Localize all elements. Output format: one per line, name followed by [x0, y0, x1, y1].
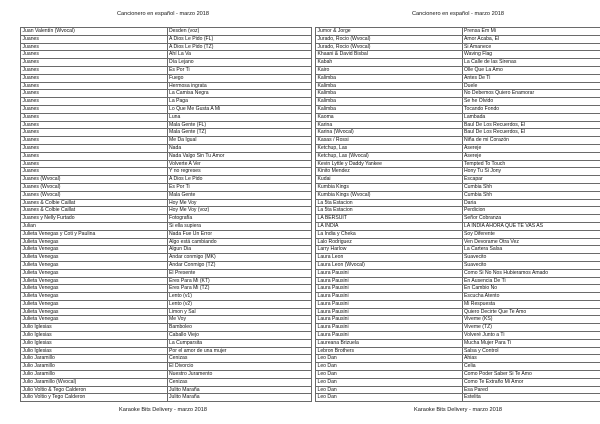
song-row: [21, 332, 312, 340]
song-row: [316, 129, 600, 137]
song-title-cell: Perdicion: [462, 207, 600, 215]
artist-cell: Jurado, Rocio (Wvocal): [316, 43, 463, 51]
song-row: [21, 51, 312, 59]
song-title-cell: Quiero Decirte Que Te Amo: [462, 308, 600, 316]
song-row: [316, 254, 600, 262]
song-title-cell: Baul De Los Recuerdos, El: [462, 121, 600, 129]
song-title-cell: A Dios Le Pido: [167, 176, 312, 184]
artist-cell: Julieta Venegas: [21, 238, 168, 246]
song-row: [21, 191, 312, 199]
song-title-cell: Andar conmigo (MK): [167, 254, 312, 262]
song-title-cell: Asereje: [462, 144, 600, 152]
song-title-cell: Mucha Mujer Para Ti: [462, 339, 600, 347]
song-row: [316, 347, 600, 355]
song-row: [21, 129, 312, 137]
song-row: [316, 191, 600, 199]
song-title-cell: Limon y Sal: [167, 308, 312, 316]
song-row: [316, 28, 600, 36]
song-row: [21, 222, 312, 230]
song-title-cell: Hermosa ingrata: [167, 82, 312, 90]
artist-cell: Laura Pausini: [316, 308, 463, 316]
song-row: [316, 277, 600, 285]
artist-cell: Julio Iglesias: [21, 324, 168, 332]
song-row: [316, 363, 600, 371]
song-title-cell: Mala Gente: [167, 191, 312, 199]
right-page: [315, 0, 600, 424]
song-title-cell: Escapar: [462, 176, 600, 184]
artist-cell: Julio Iglesias: [21, 347, 168, 355]
song-title-cell: Estelita: [462, 394, 600, 402]
artist-cell: Juanes: [21, 51, 168, 59]
song-title-cell: Lo Que Me Gusta A Mi: [167, 105, 312, 113]
song-title-cell: Niña de mi Corazón: [462, 137, 600, 145]
song-row: [21, 371, 312, 379]
artist-cell: Ketchup, Las: [316, 144, 463, 152]
song-title-cell: Olle Que La Amo: [462, 66, 600, 74]
song-title-cell: Suavecito: [462, 261, 600, 269]
song-title-cell: Antes De Ti: [462, 74, 600, 82]
artist-cell: Laura Pausini: [316, 332, 463, 340]
song-title-cell: Es Por Ti: [167, 183, 312, 191]
song-title-cell: Julito Maraña: [167, 386, 312, 394]
song-row: [21, 43, 312, 51]
song-row: [316, 207, 600, 215]
song-title-cell: Cumbia Shh: [462, 191, 600, 199]
song-title-cell: Si ella supiera: [167, 222, 312, 230]
artist-cell: Laura Leon: [316, 254, 463, 262]
song-row: [316, 293, 600, 301]
artist-cell: Kumbia Kings: [316, 183, 463, 191]
artist-cell: Lalo Rodriguez: [316, 238, 463, 246]
song-title-cell: Y no regreses: [167, 168, 312, 176]
song-row: [316, 152, 600, 160]
song-title-cell: La Calle de las Sirenas: [462, 59, 600, 67]
song-row: [21, 324, 312, 332]
song-row: [21, 285, 312, 293]
song-row: [316, 105, 600, 113]
song-row: [316, 308, 600, 316]
song-title-cell: El Divorcio: [167, 363, 312, 371]
artist-cell: Juanes: [21, 59, 168, 67]
artist-cell: Julio Iglesias: [21, 332, 168, 340]
song-row: [21, 300, 312, 308]
song-row: [316, 90, 600, 98]
song-title-cell: En Cambio No: [462, 285, 600, 293]
song-row: [316, 324, 600, 332]
artist-cell: Laura Leon (Wvocal): [316, 261, 463, 269]
song-title-cell: Andar Conmigo (TZ): [167, 261, 312, 269]
artist-cell: Jumor & Jorge: [316, 28, 463, 36]
song-title-cell: Fotografía: [167, 215, 312, 223]
song-row: [21, 215, 312, 223]
song-row: [316, 43, 600, 51]
song-row: [21, 238, 312, 246]
song-title-cell: La Cartera Salsa: [462, 246, 600, 254]
artist-cell: Juanes: [21, 35, 168, 43]
artist-cell: Kudai: [316, 176, 463, 184]
artist-cell: Juanes: [21, 168, 168, 176]
song-title-cell: Nada Valgo Sin Tu Amor: [167, 152, 312, 160]
artist-cell: La India y Cheka: [316, 230, 463, 238]
song-title-cell: La Paga: [167, 98, 312, 106]
song-row: [21, 160, 312, 168]
artist-cell: Juanes: [21, 160, 168, 168]
song-row: [316, 238, 600, 246]
song-title-cell: La Cumparsita: [167, 339, 312, 347]
artist-cell: Laura Pausini: [316, 293, 463, 301]
song-title-cell: Escucha Atento: [462, 293, 600, 301]
song-row: [316, 51, 600, 59]
song-row: [21, 246, 312, 254]
song-row: [21, 293, 312, 301]
song-title-cell: Por el amor de una mujer: [167, 347, 312, 355]
song-title-cell: Salsa y Control: [462, 347, 600, 355]
artist-cell: Ketchup, Las (Wvocal): [316, 152, 463, 160]
song-row: [21, 121, 312, 129]
song-row: [21, 207, 312, 215]
artist-cell: La 5ta Estacion: [316, 207, 463, 215]
artist-cell: Laura Pausini: [316, 316, 463, 324]
song-title-cell: Waving Flag: [462, 51, 600, 59]
song-row: [316, 261, 600, 269]
artist-cell: Kabah: [316, 59, 463, 67]
song-row: [21, 152, 312, 160]
artist-cell: Julieta Venegas: [21, 293, 168, 301]
artist-cell: Juanes y Nelly Furtado: [21, 215, 168, 223]
artist-cell: Laura Pausini: [316, 285, 463, 293]
song-row: [21, 168, 312, 176]
artist-cell: Julio Jaramillo: [21, 363, 168, 371]
artist-cell: Julian: [21, 222, 168, 230]
song-row: [21, 386, 312, 394]
song-row: [21, 230, 312, 238]
song-row: [316, 121, 600, 129]
song-row: [316, 35, 600, 43]
song-title-cell: Lento (v2): [167, 300, 312, 308]
song-title-cell: Daria: [462, 199, 600, 207]
artist-cell: Juanes: [21, 152, 168, 160]
artist-cell: Julieta Venegas: [21, 261, 168, 269]
artist-cell: Jurado, Rocio (Wvocal): [316, 35, 463, 43]
song-title-cell: Cumbia Shh: [462, 183, 600, 191]
song-title-cell: Nada: [167, 144, 312, 152]
song-title-cell: Como Poder Saber Si Te Amo: [462, 371, 600, 379]
song-title-cell: Día Lejano: [167, 59, 312, 67]
artist-cell: Leo Dan: [316, 394, 463, 402]
artist-cell: Leo Dan: [316, 371, 463, 379]
artist-cell: Julieta Venegas: [21, 254, 168, 262]
song-row: [316, 246, 600, 254]
artist-cell: Kinito Mendez: [316, 168, 463, 176]
song-row: [21, 363, 312, 371]
artist-cell: Juan Valentín (Wvocal): [21, 28, 168, 36]
song-title-cell: Soy Diferente: [462, 230, 600, 238]
song-title-cell: El Presente: [167, 269, 312, 277]
song-title-cell: En Ausencia De Ti: [462, 277, 600, 285]
song-row: [316, 269, 600, 277]
song-row: [21, 347, 312, 355]
artist-cell: Julieta Venegas: [21, 308, 168, 316]
song-title-cell: Tocando Fondo: [462, 105, 600, 113]
song-title-cell: Hoy Me Voy: [167, 199, 312, 207]
song-title-cell: Algo está cambiando: [167, 238, 312, 246]
artist-cell: Leo Dan: [316, 355, 463, 363]
song-title-cell: Hoy Me Voy (voz): [167, 207, 312, 215]
artist-cell: Karina (Wvocal): [316, 129, 463, 137]
song-title-cell: Volveré Junto a Ti: [462, 332, 600, 340]
artist-cell: Kalimba: [316, 98, 463, 106]
song-row: [21, 66, 312, 74]
song-row: [21, 261, 312, 269]
song-title-cell: Nuestro Juramento: [167, 371, 312, 379]
song-row: [316, 332, 600, 340]
song-row: [316, 222, 600, 230]
artist-cell: Kasas / Rossi: [316, 137, 463, 145]
song-title-cell: Viveme (KS): [462, 316, 600, 324]
song-title-cell: Mala Gente (TZ): [167, 129, 312, 137]
song-title-cell: Algun Dia: [167, 246, 312, 254]
artist-cell: Laura Pausini: [316, 277, 463, 285]
song-title-cell: Lambada: [462, 113, 600, 121]
song-title-cell: Luna: [167, 113, 312, 121]
artist-cell: Juanes: [21, 129, 168, 137]
song-title-cell: Como Te Extraño Mi Amor: [462, 378, 600, 386]
song-title-cell: Si Amanece: [462, 43, 600, 51]
song-title-cell: Me Voy: [167, 316, 312, 324]
artist-cell: Juanes: [21, 121, 168, 129]
song-title-cell: Suavecito: [462, 254, 600, 262]
song-row: [21, 137, 312, 145]
song-row: [316, 371, 600, 379]
artist-cell: Juanes: [21, 98, 168, 106]
artist-cell: Juanes: [21, 82, 168, 90]
song-table: [20, 27, 312, 402]
artist-cell: Laura Pausini: [316, 324, 463, 332]
song-row: [21, 28, 312, 36]
song-title-cell: Esa Pared: [462, 386, 600, 394]
song-row: [21, 105, 312, 113]
song-title-cell: Ahí La Va: [167, 51, 312, 59]
artist-cell: Juanes: [21, 43, 168, 51]
song-row: [316, 355, 600, 363]
artist-cell: Julio Iglesias: [21, 339, 168, 347]
song-row: [21, 308, 312, 316]
page-header: Cancionero en español - marzo 2018: [411, 11, 505, 17]
song-title-cell: Asereje: [462, 152, 600, 160]
song-title-cell: Bamboleo: [167, 324, 312, 332]
song-title-cell: Desden (voz): [167, 28, 312, 36]
song-row: [316, 300, 600, 308]
artist-cell: Leo Dan: [316, 378, 463, 386]
song-row: [316, 66, 600, 74]
artist-cell: Kumbia Kings (Wvocal): [316, 191, 463, 199]
song-row: [21, 59, 312, 67]
song-row: [316, 394, 600, 402]
artist-cell: Larry Harlow: [316, 246, 463, 254]
song-title-cell: Viveme (TZ): [462, 324, 600, 332]
artist-cell: Juanes: [21, 66, 168, 74]
song-row: [316, 199, 600, 207]
artist-cell: Juanes: [21, 105, 168, 113]
song-row: [316, 113, 600, 121]
artist-cell: Laureana Brizuela: [316, 339, 463, 347]
artist-cell: Juanes & Colbie Caillat: [21, 207, 168, 215]
song-row: [21, 269, 312, 277]
song-title-cell: Es Por Ti: [167, 66, 312, 74]
song-title-cell: Eres Para Mi (TZ): [167, 285, 312, 293]
song-title-cell: Duele: [462, 82, 600, 90]
page-header: Cancionero en español - marzo 2018: [116, 11, 210, 17]
song-row: [316, 168, 600, 176]
artist-cell: Juanes: [21, 90, 168, 98]
artist-cell: Julieta Venegas: [21, 316, 168, 324]
song-title-cell: Eres Para Mi (KT): [167, 277, 312, 285]
artist-cell: Julieta Venegas: [21, 246, 168, 254]
song-row: [21, 339, 312, 347]
song-title-cell: Caballo Viejo: [167, 332, 312, 340]
artist-cell: Julieta Venegas: [21, 285, 168, 293]
song-title-cell: Celia: [462, 363, 600, 371]
artist-cell: Julieta Venegas: [21, 277, 168, 285]
song-title-cell: Fuego: [167, 74, 312, 82]
song-row: [21, 98, 312, 106]
song-row: [316, 285, 600, 293]
artist-cell: Juanes: [21, 113, 168, 121]
artist-cell: Juanes (Wvocal): [21, 191, 168, 199]
artist-cell: Laura Pausini: [316, 300, 463, 308]
artist-cell: Julio Voltio y Tego Calderon: [21, 394, 168, 402]
song-title-cell: No Debemos Quiero Enamorar: [462, 90, 600, 98]
song-row: [316, 386, 600, 394]
song-row: [316, 183, 600, 191]
song-title-cell: Julito Maraña: [167, 394, 312, 402]
artist-cell: Julieta Venegas y Coti y Paulina: [21, 230, 168, 238]
artist-cell: Juanes: [21, 137, 168, 145]
artist-cell: Julio Jaramillo (Wvocal): [21, 378, 168, 386]
artist-cell: Leo Dan: [316, 363, 463, 371]
artist-cell: Julio Jaramillo: [21, 355, 168, 363]
artist-cell: Leo Dan: [316, 386, 463, 394]
artist-cell: Juanes (Wvocal): [21, 176, 168, 184]
artist-cell: Kaoma: [316, 113, 463, 121]
left-page: [20, 0, 306, 424]
artist-cell: Juanes & Colbie Caillat: [21, 199, 168, 207]
song-row: [21, 316, 312, 324]
artist-cell: Karina: [316, 121, 463, 129]
song-title-cell: A Dios Le Pido (TZ): [167, 43, 312, 51]
song-title-cell: LA INDIA AHORA QUE TE VAS AS: [462, 222, 600, 230]
song-title-cell: Como Si No Nos Hubieramos Amado: [462, 269, 600, 277]
song-title-cell: A Dios Le Pido (FL): [167, 35, 312, 43]
song-row: [316, 59, 600, 67]
song-row: [316, 176, 600, 184]
song-row: [21, 35, 312, 43]
song-row: [21, 113, 312, 121]
song-title-cell: Ahias: [462, 355, 600, 363]
song-row: [21, 176, 312, 184]
song-title-cell: Cenizas: [167, 355, 312, 363]
song-title-cell: Mala Gente (FL): [167, 121, 312, 129]
artist-cell: LA BERSUIT: [316, 215, 463, 223]
song-row: [316, 74, 600, 82]
artist-cell: Kevin Lyttle y Daddy Yankee: [316, 160, 463, 168]
artist-cell: La 5ta Estacion: [316, 199, 463, 207]
artist-cell: Kairo: [316, 66, 463, 74]
song-title-cell: Mi Respuesta: [462, 300, 600, 308]
song-title-cell: Hony Tu Si Jony: [462, 168, 600, 176]
artist-cell: Julieta Venegas: [21, 300, 168, 308]
artist-cell: Julieta Venegas: [21, 269, 168, 277]
artist-cell: Kalimba: [316, 74, 463, 82]
song-table: [315, 27, 600, 402]
artist-cell: Juanes: [21, 144, 168, 152]
artist-cell: Juanes: [21, 74, 168, 82]
song-row: [316, 137, 600, 145]
artist-cell: LA INDIA: [316, 222, 463, 230]
song-title-cell: Prensa Em Mi: [462, 28, 600, 36]
artist-cell: Lebron Brothers: [316, 347, 463, 355]
song-title-cell: Tempted To Touch: [462, 160, 600, 168]
song-title-cell: Señor Cobranza: [462, 215, 600, 223]
song-row: [316, 378, 600, 386]
artist-cell: Khaani & David Bisbal: [316, 51, 463, 59]
song-title-cell: Volverte A Ver: [167, 160, 312, 168]
artist-cell: Kalimba: [316, 105, 463, 113]
song-row: [21, 82, 312, 90]
song-title-cell: Cenizas: [167, 378, 312, 386]
song-title-cell: Baul De Los Recuerdos, El: [462, 129, 600, 137]
song-row: [316, 160, 600, 168]
song-row: [21, 199, 312, 207]
page-footer: Karaoke Bits Delivery - marzo 2018: [119, 407, 207, 413]
song-title-cell: Nada Fue Un Error: [167, 230, 312, 238]
song-row: [316, 144, 600, 152]
song-title-cell: Amor Acaba, El: [462, 35, 600, 43]
song-row: [21, 183, 312, 191]
song-title-cell: Ven Devorame Otra Vez: [462, 238, 600, 246]
song-row: [21, 144, 312, 152]
song-row: [316, 339, 600, 347]
song-row: [21, 90, 312, 98]
song-row: [316, 215, 600, 223]
song-row: [316, 230, 600, 238]
song-row: [21, 277, 312, 285]
song-title-cell: Lento (v1): [167, 293, 312, 301]
song-row: [316, 82, 600, 90]
artist-cell: Laura Pausini: [316, 269, 463, 277]
song-row: [21, 74, 312, 82]
song-row: [21, 378, 312, 386]
artist-cell: Juanes (Wvocal): [21, 183, 168, 191]
song-title-cell: Me Da Igual: [167, 137, 312, 145]
song-row: [21, 254, 312, 262]
artist-cell: Kalimba: [316, 90, 463, 98]
song-row: [316, 316, 600, 324]
artist-cell: Julio Jaramillo: [21, 371, 168, 379]
song-row: [21, 394, 312, 402]
song-title-cell: La Camisa Negra: [167, 90, 312, 98]
song-row: [316, 98, 600, 106]
artist-cell: Kalimba: [316, 82, 463, 90]
song-title-cell: Se he Olvido: [462, 98, 600, 106]
song-row: [21, 355, 312, 363]
page-footer: Karaoke Bits Delivery - marzo 2018: [414, 407, 502, 413]
artist-cell: Julio Voltio & Tego Calderon: [21, 386, 168, 394]
